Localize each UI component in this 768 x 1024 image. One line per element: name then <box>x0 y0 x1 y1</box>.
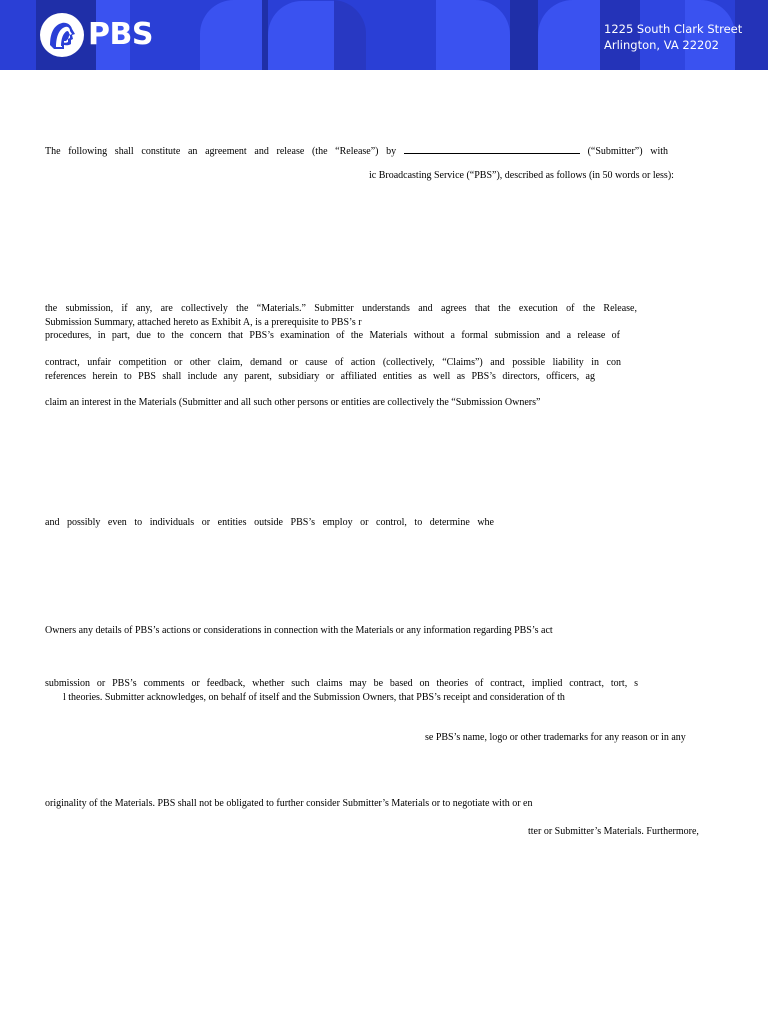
body-line-1 <box>45 143 668 158</box>
submitter-label: (“Submitter”) with <box>587 146 669 157</box>
address-street: 1225 South Clark Street <box>604 22 743 36</box>
intro-text: The following shall constitute an agreement and release (the “Release”) by <box>45 146 397 157</box>
pbs-logo <box>40 13 153 57</box>
body-line-14: originality of the Materials. PBS shall not be obligated to further consider Submitter’s Materials or to negotiate with or en <box>45 798 533 809</box>
pbs-head-icon <box>40 13 84 57</box>
body-line-3: the submission, if any, are collectively the “Materials.” Submitter understands and agrees that the execution of the Release, <box>45 303 637 314</box>
address-city: Arlington, VA 22202 <box>604 38 719 52</box>
address-block <box>604 21 742 53</box>
body-line-7: references herein to PBS shall include any parent, subsidiary or affiliated entities as well as PBS’s directors, officers, ag <box>45 371 595 382</box>
body-line-4: Submission Summary, attached hereto as Exhibit A, is a prerequisite to PBS’s r <box>45 317 362 328</box>
body-line-13: se PBS’s name, logo or other trademarks for any reason or in any <box>425 732 686 743</box>
body-line-8: claim an interest in the Materials (Submitter and all such other persons or entities are collectively the “Submission Owners” <box>45 397 541 408</box>
body-line-9: and possibly even to individuals or entities outside PBS’s employ or control, to determine whe <box>45 517 494 528</box>
body-line-5: procedures, in part, due to the concern that PBS’s examination of the Materials without a formal submission and a release of <box>45 330 620 341</box>
submitter-name-blank <box>404 143 580 154</box>
body-line-15: tter or Submitter’s Materials. Furthermore, <box>528 826 699 837</box>
pbs-logo-text: PBS <box>88 17 153 52</box>
body-line-11: submission or PBS’s comments or feedback, whether such claims may be based on theories of contract, implied contract, tort, s <box>45 678 638 689</box>
body-line-2: ic Broadcasting Service (“PBS”), described as follows (in 50 words or less): <box>369 170 674 181</box>
body-line-12: l theories. Submitter acknowledges, on behalf of itself and the Submission Owners, that PBS’s receipt and consideration of th <box>63 692 565 703</box>
body-line-10: Owners any details of PBS’s actions or considerations in connection with the Materials or any information regarding PBS’s act <box>45 625 553 636</box>
letterhead-banner <box>0 0 768 70</box>
body-line-6: contract, unfair competition or other claim, demand or cause of action (collectively, “Claims”) and possible liability in con <box>45 357 621 368</box>
